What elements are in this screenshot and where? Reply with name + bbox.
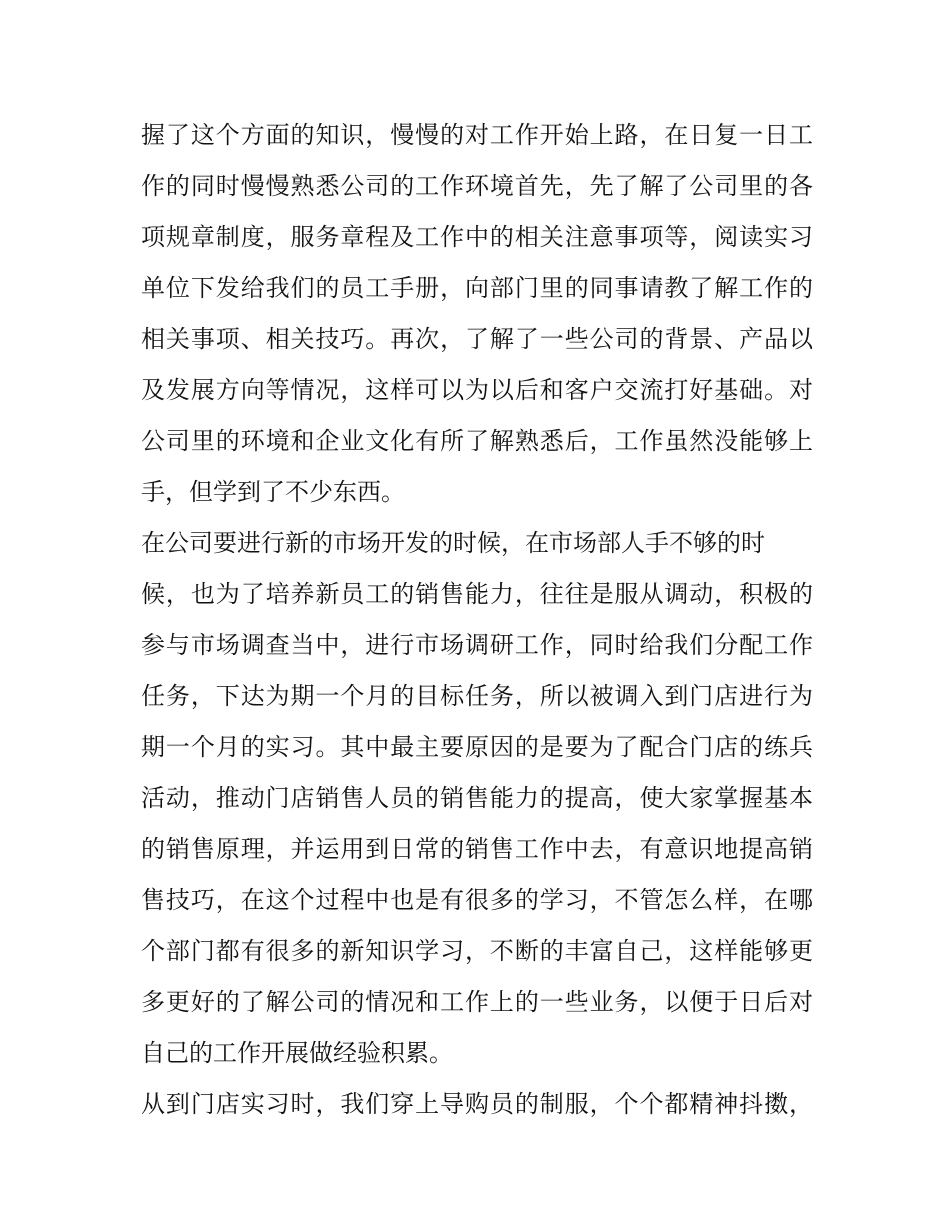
text-line: 参与市场调查当中，进行市场调研工作，同时给我们分配工作 [141,631,813,659]
text-line: 的销售原理，并运用到日常的销售工作中去，有意识地提高销 [141,835,813,863]
text-line: 任务，下达为期一个月的目标任务，所以被调入到门店进行为 [141,682,813,710]
paragraph-3 [141,1079,813,1130]
text-line: 及发展方向等情况，这样可以为以后和客户交流打好基础。对 [141,376,813,404]
paragraph-2 [141,518,813,1079]
paragraph-1 [141,110,813,518]
text-line: 作的同时慢慢熟悉公司的工作环境首先，先了解了公司里的各 [141,172,813,200]
text-line: 候，也为了培养新员工的销售能力，往往是服从调动，积极的 [141,580,813,608]
text-line: 售技巧，在这个过程中也是有很多的学习，不管怎么样，在哪 [141,886,813,914]
text-line: 个部门都有很多的新知识学习，不断的丰富自己，这样能够更 [141,937,813,965]
document-body [141,110,813,1130]
text-line: 活动，推动门店销售人员的销售能力的提高，使大家掌握基本 [141,784,813,812]
text-line: 自己的工作开展做经验积累。 [141,1039,453,1067]
text-line: 在公司要进行新的市场开发的时候，在市场部人手不够的时 [141,529,765,557]
text-line: 从到门店实习时，我们穿上导购员的制服，个个都精神抖擞， [141,1090,813,1118]
text-line: 多更好的了解公司的情况和工作上的一些业务，以便于日后对 [141,988,813,1016]
text-line: 项规章制度，服务章程及工作中的相关注意事项等，阅读实习 [141,223,813,251]
text-line: 相关事项、相关技巧。再次，了解了一些公司的背景、产品以 [141,325,813,353]
text-line: 期一个月的实习。其中最主要原因的是要为了配合门店的练兵 [141,733,813,761]
text-line: 公司里的环境和企业文化有所了解熟悉后，工作虽然没能够上 [141,427,813,455]
text-line: 手，但学到了不少东西。 [141,478,405,506]
text-line: 握了这个方面的知识，慢慢的对工作开始上路，在日复一日工 [141,121,813,149]
text-line: 单位下发给我们的员工手册，向部门里的同事请教了解工作的 [141,274,813,302]
